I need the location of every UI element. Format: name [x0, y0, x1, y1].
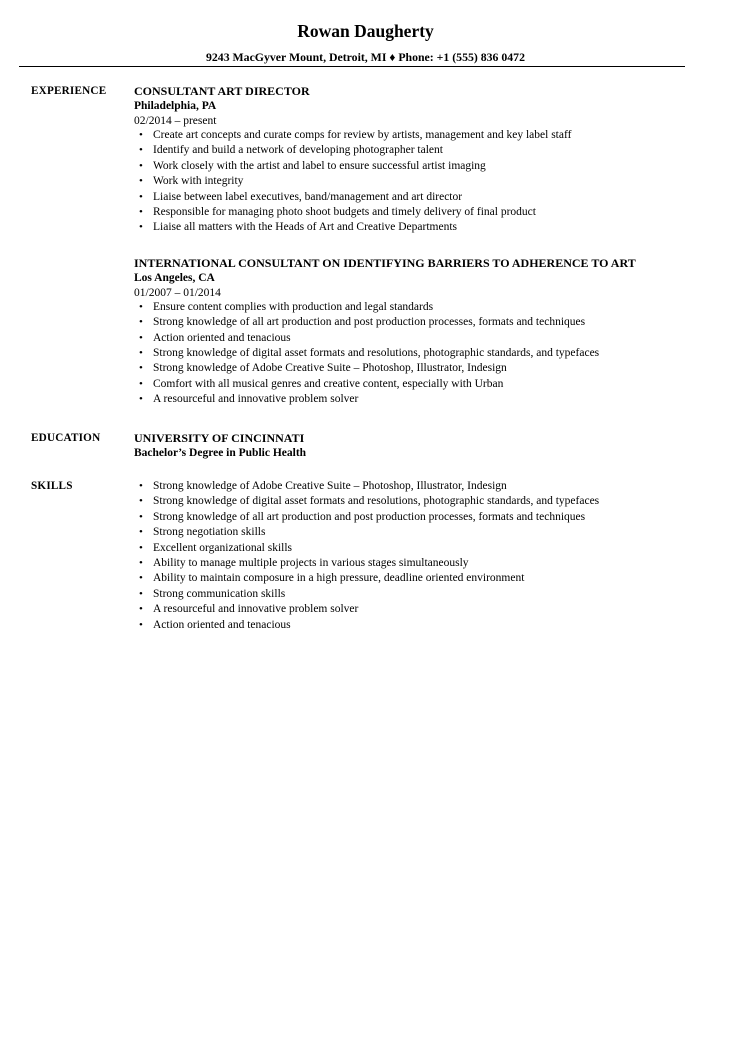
job-dates: 01/2007 – 01/2014: [134, 286, 221, 299]
job-location: Los Angeles, CA: [134, 271, 215, 284]
school-name: UNIVERSITY OF CINCINNATI: [134, 431, 305, 445]
job-bullet-list: [134, 300, 694, 408]
list-item: • Identify and build a network of developing photographer talent: [134, 143, 694, 158]
list-item: • Action oriented and tenacious: [134, 618, 694, 633]
list-item: • Work with integrity: [134, 174, 694, 189]
skills-body: [134, 479, 694, 633]
list-item: • Liaise all matters with the Heads of Art and Creative Departments: [134, 220, 694, 235]
experience-body: [134, 84, 694, 408]
job-title: CONSULTANT ART DIRECTOR: [134, 84, 310, 98]
education-label: EDUCATION: [31, 432, 101, 444]
list-item: • Action oriented and tenacious: [134, 331, 694, 346]
degree: Bachelor’s Degree in Public Health: [134, 447, 307, 459]
list-item: • Strong communication skills: [134, 587, 694, 602]
list-item: • A resourceful and innovative problem solver: [134, 392, 694, 407]
header-divider: [19, 66, 685, 67]
job-dates: 02/2014 – present: [134, 115, 217, 127]
list-item: • Comfort with all musical genres and creative content, especially with Urban: [134, 377, 694, 392]
list-item: • Ensure content complies with production and legal standards: [134, 300, 694, 315]
job-entry: [134, 256, 694, 408]
job-title: INTERNATIONAL CONSULTANT ON IDENTIFYING BARRIERS TO ADHERENCE TO ART: [134, 255, 636, 270]
list-item: • Strong knowledge of Adobe Creative Suite – Photoshop, Illustrator, Indesign: [134, 361, 694, 376]
list-item: • Strong knowledge of all art production and post production processes, formats and techniques: [134, 510, 694, 525]
list-item: • Excellent organizational skills: [134, 541, 694, 556]
list-item: • Strong negotiation skills: [134, 525, 694, 540]
list-item: • Strong knowledge of digital asset formats and resolutions, photographic standards, and typefaces: [134, 346, 694, 361]
experience-label: EXPERIENCE: [31, 85, 107, 97]
list-item: • Work closely with the artist and label to ensure successful artist imaging: [134, 159, 694, 174]
job-bullet-list: [134, 128, 694, 236]
job-location: Philadelphia, PA: [134, 100, 217, 112]
list-item: • Strong knowledge of Adobe Creative Suite – Photoshop, Illustrator, Indesign: [134, 479, 694, 494]
list-item: • A resourceful and innovative problem solver: [134, 602, 694, 617]
candidate-name: Rowan Daugherty: [297, 21, 434, 41]
job-entry: [134, 84, 694, 236]
education-body: [134, 431, 694, 461]
list-item: • Ability to manage multiple projects in various stages simultaneously: [134, 556, 694, 571]
contact-line: 9243 MacGyver Mount, Detroit, MI ♦ Phone: +1 (555) 836 0472: [206, 50, 525, 64]
skills-label: SKILLS: [31, 480, 73, 492]
list-item: • Ability to maintain composure in a high pressure, deadline oriented environment: [134, 571, 694, 586]
skills-list: [134, 479, 694, 633]
list-item: • Create art concepts and curate comps for review by artists, management and key label staff: [134, 128, 694, 143]
list-item: • Strong knowledge of digital asset formats and resolutions, photographic standards, and typefaces: [134, 494, 694, 509]
list-item: • Liaise between label executives, band/management and art director: [134, 190, 694, 205]
list-item: • Strong knowledge of all art production and post production processes, formats and techniques: [134, 315, 694, 330]
list-item: • Responsible for managing photo shoot budgets and timely delivery of final product: [134, 205, 694, 220]
